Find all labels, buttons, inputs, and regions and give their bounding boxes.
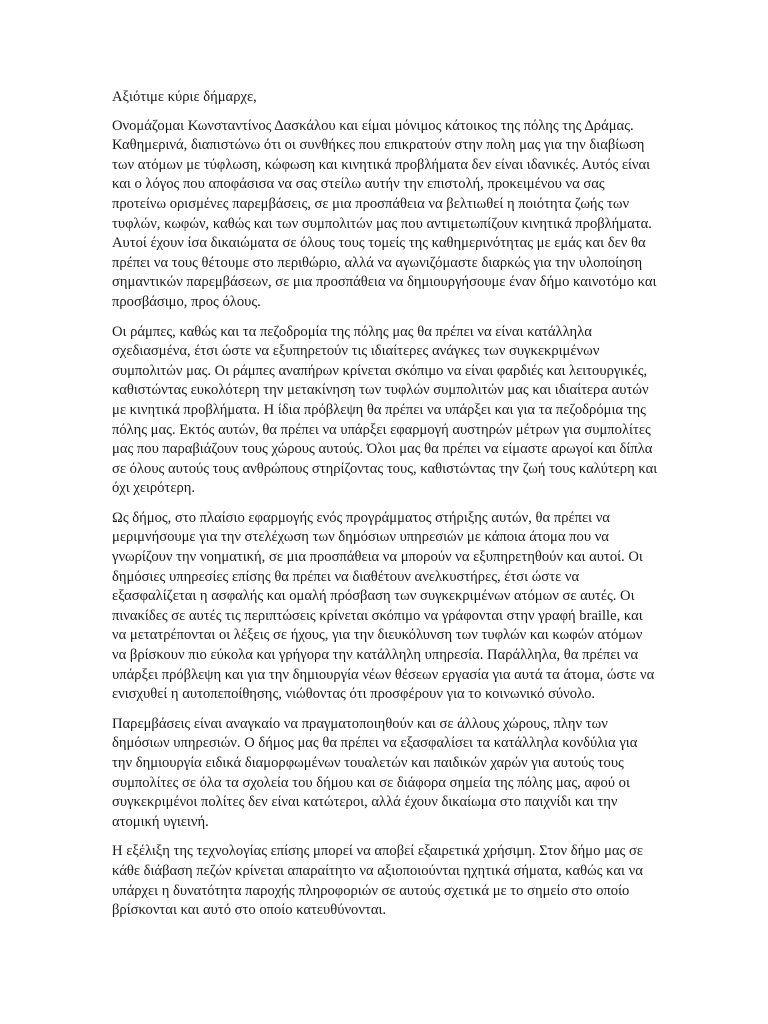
letter-greeting: Αξιότιμε κύριε δήμαρχε, [112,89,257,105]
letter-paragraph-ramps-sidewalks: Οι ράμπες, καθώς και τα πεζοδρομία της πόλης μας θα πρέπει να είναι κατάλληλα σχεδιασμένα, έτσι ώστε να εξυπηρετούν τις ιδιαίτερες ανάγκες των συγκεκριμένων συμπολιτών μας. Οι ράμπες αναπήρων κρίνεται σκόπιμο να είναι φαρδιές και λειτουργικές, καθιστώντας ευκολότερη την μετακίνηση των τυφλών συμπολιτών μας και ιδιαίτερα αυτών με κινητικά προβλήματα. Η ίδια πρόβλεψη θα πρέπει να υπάρξει και για τα πεζοδρόμια της πόλης μας. Εκτός αυτών, θα πρέπει να υπάρξει εφαρμογή αυστηρών μέτρων για συμπολίτες μας που παραβιάζουν τους χώρους αυτούς. Όλοι μας θα πρέπει να είμαστε αρωγοί και δίπλα σε όλους αυτούς τους ανθρώπους στηρίζοντας τους, καθιστώντας την ζωή τους καλύτερη και όχι χειρότερη. [112,323,658,497]
letter-page [112,88,660,931]
letter-paragraph-public-services: Ως δήμος, στο πλαίσιο εφαρμογής ενός προγράμματος στήριξης αυτών, θα πρέπει να μεριμνήσουμε για την στελέχωση των δημόσιων υπηρεσιών με κάποια άτομα που να γνωρίζουν την νοηματική, σε μια προσπάθεια να μπορούν να εξυπηρετηθούν και αυτοί. Οι δημόσιες υπηρεσίες επίσης θα πρέπει να διαθέτουν ανελκυστήρες, έτσι ώστε να εξασφαλίζεται η ασφαλής και ομαλή πρόσβαση των συγκεκριμένων ατόμων σε αυτές. Οι πινακίδες σε αυτές τις περιπτώσεις κρίνεται σκόπιμο να γράφονται στην γραφή braille, και να μετατρέπονται οι λέξεις σε ήχους, για την διευκόλυνση των τυφλών και κωφών ατόμων να βρίσκουν πιο εύκολα και γρήγορα την κατάλληλη υπηρεσία. Παράλληλα, θα πρέπει να υπάρξει πρόβλεψη και για την δημιουργία νέων θέσεων εργασία για αυτά τα άτομα, ώστε να ενισχυθεί η αυτοπεποίθησης, νιώθοντας ότι προσφέρουν για το κοινωνικό σύνολο. [112,509,655,703]
letter-paragraph-technology: Η εξέλιξη της τεχνολογίας επίσης μπορεί να αποβεί εξαιρετικά χρήσιμη. Στον δήμο μας σε κάθε διάβαση πεζών κρίνεται απαραίτητο να αξιοποιούνται ηχητικά σήματα, καθώς και να υπάρχει η δυνατότητα παροχής πληροφοριών σε αυτούς σχετικά με το σημείο στο οποίο βρίσκονται και αυτό στο οποίο κατευθύνονται. [112,843,643,919]
letter-paragraph-intro: Ονομάζομαι Κωνσταντίνος Δασκάλου και είμαι μόνιμος κάτοικος της πόλης της Δράμας. Καθημερινά, διαπιστώνω ότι οι συνθήκες που επικρατούν στην πολη μας για την διαβίωση των ατόμων με τύφλωση, κώφωση και κινητικά προβλήματα δεν είναι ιδανικές. Αυτός είναι και ο λόγος που αποφάσισα να σας στείλω αυτήν την επιστολή, προκειμένου να σας προτείνω ορισμένες παρεμβάσεις, σε μια προσπάθεια να βελτιωθεί η ποιότητα ζωής των τυφλών, κωφών, καθώς και των συμπολιτών μας που αντιμετωπίζουν κινητικά προβλήματα. Αυτοί έχουν ίσα δικαιώματα σε όλους τους τομείς της καθημερινότητας με εμάς και δεν θα πρέπει να τους θέτουμε στο περιθώριο, αλλά να αγωνιζόμαστε διαρκώς για την υλοποίηση σημαντικών παρεμβάσεων, σε μια προσπάθεια να δημιουργήσουμε έναν δήμο καινοτόμο και προσβάσιμο, προς όλους. [112,117,657,310]
letter-paragraph-other-spaces: Παρεμβάσεις είναι αναγκαίο να πραγματοποιηθούν και σε άλλους χώρους, πλην των δημόσιων υπηρεσιών. Ο δήμος μας θα πρέπει να εξασφαλίσει τα κατάλληλα κονδύλια για την δημιουργία ειδικά διαμορφωμένων τουαλετών και παιδικών χαρών για αυτούς τους συμπολίτες σε όλα τα σχολεία του δήμου και σε διάφορα σημεία της πόλης μας, αφού οι συγκεκριμένοι πολίτες δεν είναι κατώτεροι, αλλά έχουν δικαίωμα στο παιχνίδι και την ατομική υγιεινή. [112,715,638,830]
